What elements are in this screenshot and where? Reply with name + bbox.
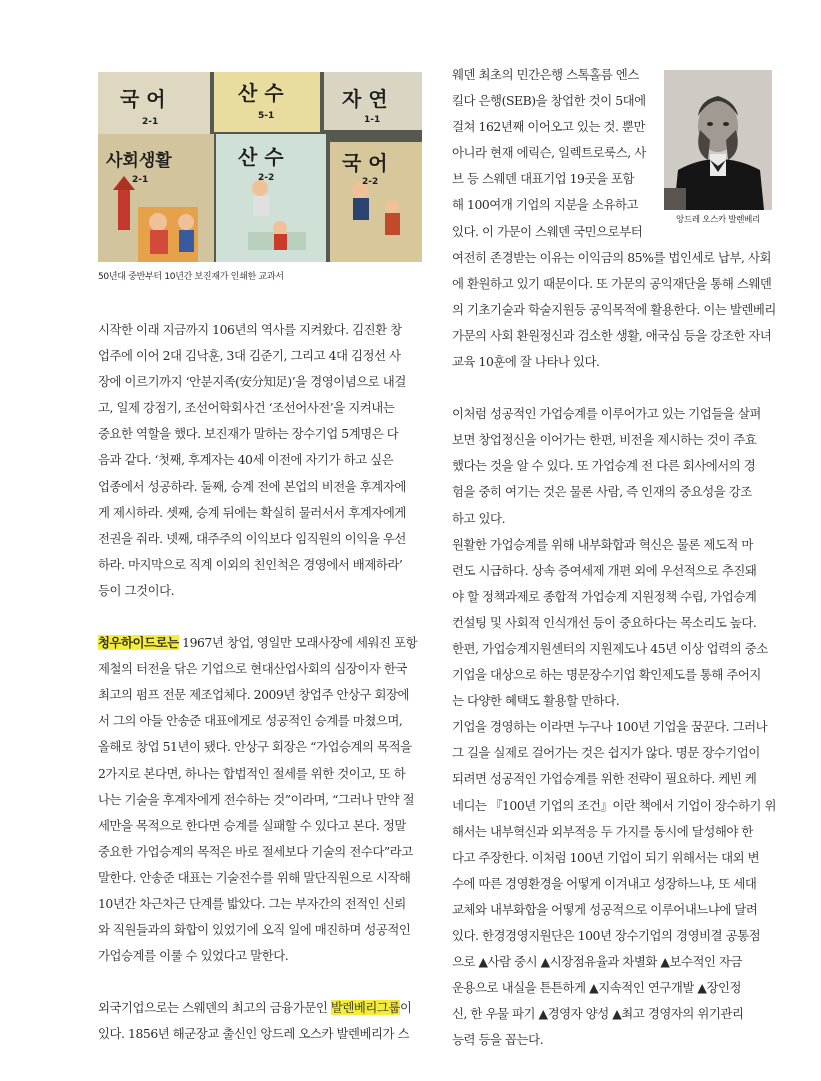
text-line: 교체와 내부화합을 어떻게 성공적으로 이루어내느냐에 달려 [452,901,758,917]
wallenberg-respect-paragraph [452,245,776,375]
book-volume: 2-2 [362,177,379,187]
intro-paragraph [98,317,422,604]
textbooks-photo [98,72,422,262]
text-line: 능력 등을 꼽는다. [452,1032,544,1048]
text-line: 교육 10훈에 잘 나타나 있다. [452,354,600,370]
wallenberg-lines [98,1021,422,1047]
text-line: 웨덴 최초의 민간은행 스톡홀름 엔스 [452,67,639,82]
text-line: 기업을 대상으로 하는 명문장수기업 확인제도를 통해 주어지 [452,667,761,683]
text-line: 게 제시하라. 셋째, 승계 뒤에는 확실히 물러서서 후계자에게 [98,504,406,520]
text-fragment: 1967년 창업, 영일만 모래사장에 세워진 포항 [178,635,418,651]
book-title: 자 연 [342,87,388,111]
book-volume: 1-1 [364,115,381,125]
book-title: 사회생활 [106,151,172,171]
text-line: 에 환원하고 있기 때문이다. 또 가문의 공익재단을 통해 스웨덴 [452,275,772,291]
text-line: 네디는 『100년 기업의 조건』이란 책에서 기업이 장수하기 위 [452,797,777,813]
text-fragment: 외국기업으로는 스웨덴의 최고의 금융가문인 [98,1000,331,1016]
right-text-column [452,62,777,1053]
text-line: 하라. 마지막으로 직계 이외의 친인척은 경영에서 배제하라’ [98,556,403,572]
text-line: 2가지로 본다면, 하나는 합법적인 절세를 위한 것이고, 또 하 [98,765,406,781]
text-line: 되려면 성공적인 가업승계를 위한 전략이 필요하다. 케빈 케 [452,771,757,787]
text-line: 시작한 이래 지금까지 106년의 역사를 지켜왔다. 김진환 창 [98,322,402,337]
text-line: 했다는 것을 알 수 있다. 또 가업승계 전 다른 회사에서의 경 [452,458,756,474]
text-line: 걸쳐 162년째 이어오고 있는 것. 뿐만 [452,119,645,135]
book-volume: 2-1 [132,175,149,185]
text-line: 최고의 펌프 전문 제조업체다. 2009년 창업주 안상구 회장에 [98,687,410,703]
text-line: 으로 ▲사람 중시 ▲시장점유율과 차별화 ▲보수적인 자금 [452,954,743,970]
text-line: 신, 한 우물 파기 ▲경영자 양성 ▲최고 경영자의 위기관리 [452,1006,744,1022]
text-line: 야 할 정책과제로 종합적 가업승계 지원정책 수립, 가업승계 [452,588,757,604]
text-line: 련도 시급하다. 상속 증여세제 개편 외에 우선적으로 추진돼 [452,562,757,578]
text-line: 와 직원들과의 화합이 있었기에 오직 일에 매진하며 성공적인 [98,922,411,938]
text-line: 여전히 존경받는 이유는 이익금의 85%를 법인세로 납부, 사회 [452,249,772,265]
text-line: 의 기초기술과 학술지원등 공익목적에 활용한다. 이는 발렌베리 [452,301,776,317]
text-line: 해 100여개 기업의 지분을 소유하고 [452,197,639,213]
text-line [98,630,422,656]
text-line: 10년간 차근차근 단계를 밟았다. 그는 부자간의 전적인 신뢰 [98,895,406,911]
succession-conclusion [452,401,777,1053]
text-line: 킬다 은행(SEB)을 창업한 것이 5대에 [452,93,646,109]
book-title: 국 어 [120,87,166,111]
text-line: 음과 같다. ‘첫째, 후계자는 40세 이전에 자기가 하고 싶은 [98,452,394,468]
text-line: 중요한 역할을 했다. 보진재가 말하는 장수기업 5계명은 다 [98,426,399,442]
text-line: 수에 따른 경영환경을 어떻게 이겨내고 성장하느냐, 또 세대 [452,875,757,891]
text-line: 업주에 이어 2대 김낙훈, 3대 김준기, 그리고 4대 김정선 사 [98,348,401,364]
textbooks-photo-caption: 50년대 중반부터 10년간 보진재가 인쇄한 교과서 [98,272,284,282]
text-line: 가업승계를 이룰 수 있었다고 말한다. [98,948,289,964]
book-volume: 5-1 [258,111,275,121]
text-line: 전권을 줘라. 넷째, 대주주의 이익보다 임직원의 이익을 우선 [98,530,406,546]
highlight-cheongwoo: 청우하이드로는 [98,635,179,651]
text-line: 있다. 한경경영지원단은 100년 장수기업의 경영비결 공통점 [452,928,761,943]
book-title: 국 어 [342,151,388,175]
text-line: 말한다. 안송준 대표는 기술전수를 위해 말단직원으로 시작해 [98,869,411,885]
text-line: 고, 일제 강점기, 조선어학회사건 ‘조선어사전’을 지켜내는 [98,400,395,416]
left-text-column [98,317,422,1047]
text-line: 업종에서 성공하라. 둘째, 승계 전에 본업의 비전을 후계자에 [98,478,406,494]
text-line: 중요한 가업승계의 목적은 바로 절세보다 기술의 전수다”라고 [98,843,413,859]
text-line: 원활한 가업승계를 위해 내부화합과 혁신은 물론 제도적 마 [452,536,753,552]
text-line [98,995,422,1021]
text-line: 브 등 스웨덴 대표기업 19곳을 포함 [452,171,635,187]
wallenberg-continued [452,62,772,245]
highlight-wallenberg: 발렌베리그룹 [330,1000,400,1016]
text-line: 있다. 1856년 해군장교 출신인 앙드레 오스카 발렌베리가 스 [98,1026,410,1042]
text-line: 올해로 창업 51년이 됐다. 안상구 회장은 “가업승계의 목적을 [98,739,412,755]
text-line: 세만을 목적으로 한다면 승계를 실패할 수 있다고 본다. 정말 [98,817,406,833]
text-line: 그 길을 실제로 걸어가는 것은 쉽지가 않다. 명문 장수기업이 [452,745,760,761]
cheongwoo-paragraph [98,630,422,969]
text-line: 아니라 현재 에릭슨, 일렉트로룩스, 사 [452,145,646,161]
text-line: 장에 이르기까지 ‘안분지족(安分知足)’을 경영이념으로 내걸 [98,374,406,390]
textbooks-illustration [98,72,422,262]
text-line: 가문의 사회 환원정신과 검소한 생활, 애국심 등을 강조한 자녀 [452,327,772,343]
text-line: 해서는 내부혁신과 외부적응 두 가지를 동시에 달성해야 한 [452,823,753,839]
text-line: 이처럼 성공적인 가업승계를 이루어가고 있는 기업들을 살펴 [452,406,761,422]
text-line: 보면 창업정신을 이어가는 한편, 비전을 제시하는 것이 주효 [452,432,757,448]
text-line: 나는 기술을 후계자에게 전수하는 것”이라며, “그러나 만약 절 [98,791,415,807]
wallenberg-paragraph [98,995,422,1047]
text-line: 서 그의 아들 안송준 대표에게로 성공적인 승계를 마쳤으며, [98,713,403,729]
book-title: 산 수 [238,145,284,169]
text-line: 있다. 이 가문이 스웨덴 국민으로부터 [452,223,643,239]
text-line: 컨설팅 및 사회적 인식개선 등이 중요하다는 목소리도 높다. [452,614,757,630]
book-volume: 2-2 [258,173,275,183]
text-line: 기업을 경영하는 이라면 누구나 100년 기업을 꿈꾼다. 그러나 [452,719,768,735]
text-line: 험을 중히 여기는 것은 물론 사람, 즉 인재의 중요성을 강조 [452,484,752,500]
text-line: 하고 있다. [452,510,506,526]
text-line: 한편, 가업승계지원센터의 지원제도나 45년 이상 업력의 중소 [452,640,768,656]
text-line: 등이 그것이다. [98,582,175,598]
portrait-caption: 앙드레 오스카 발렌베리 [676,215,760,225]
text-line: 는 다양한 혜택도 활용할 만하다. [452,693,620,709]
text-line: 제철의 터전을 닦은 기업으로 현대산업사회의 심장이자 한국 [98,661,407,677]
text-fragment: 이 [399,1000,412,1016]
book-title: 산 수 [238,81,284,105]
text-line: 운용으로 내실을 튼튼하게 ▲지속적인 연구개발 ▲장인정 [452,980,742,996]
cheongwoo-lines [98,656,422,969]
text-line: 다고 주장한다. 이처럼 100년 기업이 되기 위해서는 대외 변 [452,849,760,865]
book-volume: 2-1 [142,117,159,127]
